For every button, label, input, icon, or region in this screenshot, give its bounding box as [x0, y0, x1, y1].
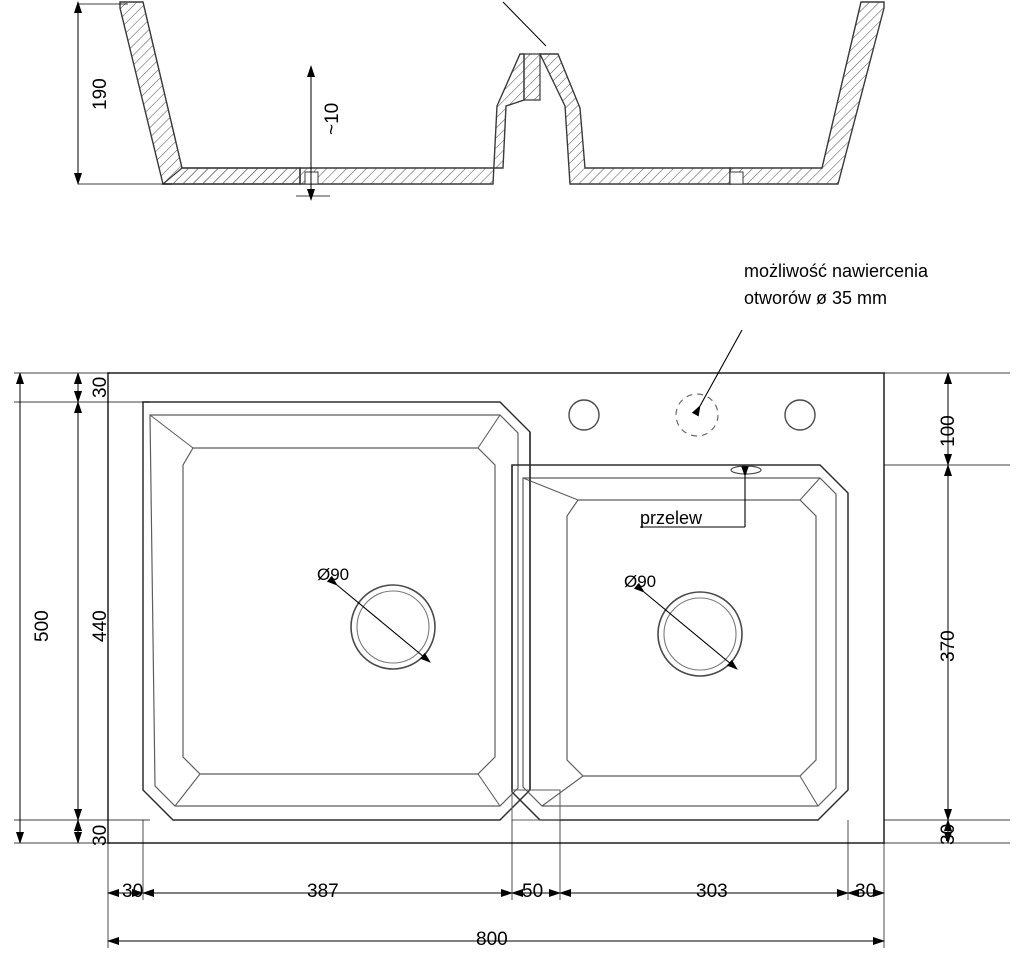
dim-label-left-margin-30: 30 [122, 881, 144, 902]
dim-label-50: 50 [522, 881, 544, 902]
drill-note-line1: możliwość nawiercenia [744, 261, 929, 281]
top-view-geometry [108, 330, 884, 843]
dim-label-370: 370 [938, 630, 959, 662]
right-drain-diameter-label: Ø90 [624, 572, 657, 591]
dim-label-500: 500 [32, 610, 53, 642]
drill-note-line2: otworów ø 35 mm [744, 288, 888, 308]
dim-label-100: 100 [938, 415, 959, 447]
dim-label-wall-thickness: ~10 [322, 102, 343, 135]
left-drain-diameter-label: Ø90 [317, 565, 350, 584]
dim-label-303: 303 [696, 881, 728, 902]
dim-label-387: 387 [307, 881, 339, 902]
section-view-geometry [120, 2, 884, 184]
dim-label-bottom-30: 30 [90, 824, 111, 846]
dim-label-800: 800 [476, 929, 508, 950]
dim-label-440: 440 [90, 610, 111, 642]
overflow-label: przelew [640, 508, 703, 528]
dim-label-190: 190 [90, 78, 111, 110]
dim-label-right-margin-30: 30 [855, 881, 877, 902]
dim-label-right-30: 30 [938, 823, 959, 845]
dim-label-top-30: 30 [90, 376, 111, 398]
